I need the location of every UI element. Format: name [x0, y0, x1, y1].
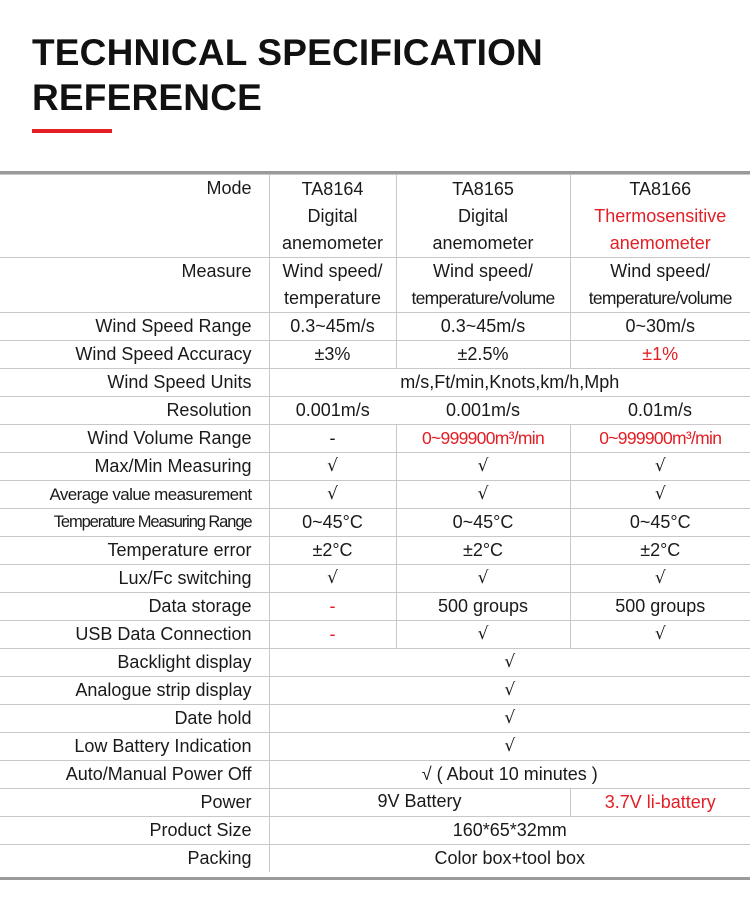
model-name-ta8165: TA8165	[452, 178, 514, 199]
row-label-product-size: Product Size	[0, 817, 269, 845]
table-row-lux-fc: Lux/Fc switching √ √ √	[0, 565, 750, 593]
row-label-usb: USB Data Connection	[0, 621, 269, 649]
row-label-lux-fc: Lux/Fc switching	[0, 565, 269, 593]
table-row-data-storage: Data storage - 500 groups 500 groups	[0, 593, 750, 621]
mode-ta8165: TA8165 Digital anemometer	[396, 175, 570, 258]
page-title: TECHNICAL SPECIFICATION REFERENCE	[32, 32, 543, 118]
table-row-mode	[0, 175, 750, 258]
table-row-wind-speed-accuracy: Wind Speed Accuracy ±3% ±2.5% ±1%	[0, 341, 750, 369]
row-label-packing: Packing	[0, 845, 269, 873]
table-row-measure	[0, 258, 750, 313]
table-row-low-battery: Low Battery Indication √	[0, 733, 750, 761]
row-label-backlight: Backlight display	[0, 649, 269, 677]
row-label-measure: Measure	[0, 258, 269, 313]
row-label-temp-range: Temperature Measuring Range	[0, 509, 269, 537]
measure-ta8166: Wind speed/ temperature/volume	[570, 258, 750, 313]
table-row-analogue: Analogue strip display √	[0, 677, 750, 705]
table-row-resolution: Resolution 0.001m/s 0.001m/s 0.01m/s	[0, 397, 750, 425]
model-name-ta8166: TA8166	[629, 178, 692, 199]
row-label-wind-speed-units: Wind Speed Units	[0, 369, 269, 397]
table-row-power: Power 9V Battery 3.7V li-battery	[0, 789, 750, 817]
table-row-wind-speed-units: Wind Speed Units m/s,Ft/min,Knots,km/h,Mph	[0, 369, 750, 397]
row-label-resolution: Resolution	[0, 397, 269, 425]
title-accent-bar	[32, 129, 112, 133]
model-name-ta8164: TA8164	[301, 178, 364, 199]
row-label-power-off: Auto/Manual Power Off	[0, 761, 269, 789]
table-row-product-size: Product Size 160*65*32mm	[0, 817, 750, 845]
row-label-data-storage: Data storage	[0, 593, 269, 621]
row-label-low-battery: Low Battery Indication	[0, 733, 269, 761]
table-bottom-rule	[0, 877, 750, 880]
table-row-backlight: Backlight display √	[0, 649, 750, 677]
table-row-power-off: Auto/Manual Power Off √ ( About 10 minutes )	[0, 761, 750, 789]
mode-ta8166: TA8166 Thermosensitive anemometer	[570, 175, 750, 258]
row-label-wind-speed-range: Wind Speed Range	[0, 313, 269, 341]
table-row-usb: USB Data Connection - √ √	[0, 621, 750, 649]
row-label-wind-volume-range: Wind Volume Range	[0, 425, 269, 453]
row-label-wind-speed-accuracy: Wind Speed Accuracy	[0, 341, 269, 369]
table-row-wind-speed-range: Wind Speed Range 0.3~45m/s 0.3~45m/s 0~30m/s	[0, 313, 750, 341]
table-row-average: Average value measurement √ √ √	[0, 481, 750, 509]
row-label-temp-error: Temperature error	[0, 537, 269, 565]
table-row-temp-error: Temperature error ±2°C ±2°C ±2°C	[0, 537, 750, 565]
table-row-max-min: Max/Min Measuring √ √ √	[0, 453, 750, 481]
row-label-max-min: Max/Min Measuring	[0, 453, 269, 481]
row-label-average: Average value measurement	[0, 481, 269, 509]
specification-table	[0, 174, 750, 872]
table-row-wind-volume-range: Wind Volume Range - 0~999900m³/min 0~999900m³/min	[0, 425, 750, 453]
row-label-analogue: Analogue strip display	[0, 677, 269, 705]
table-row-temp-range: Temperature Measuring Range 0~45°C 0~45°C 0~45°C	[0, 509, 750, 537]
row-label-mode: Mode	[0, 175, 269, 258]
table-row-packing: Packing Color box+tool box	[0, 845, 750, 873]
row-label-date-hold: Date hold	[0, 705, 269, 733]
table-row-date-hold: Date hold √	[0, 705, 750, 733]
row-label-power: Power	[0, 789, 269, 817]
mode-ta8164: TA8164 Digital anemometer	[269, 175, 396, 258]
measure-ta8164: Wind speed/ temperature	[269, 258, 396, 313]
measure-ta8165: Wind speed/ temperature/volume	[396, 258, 570, 313]
